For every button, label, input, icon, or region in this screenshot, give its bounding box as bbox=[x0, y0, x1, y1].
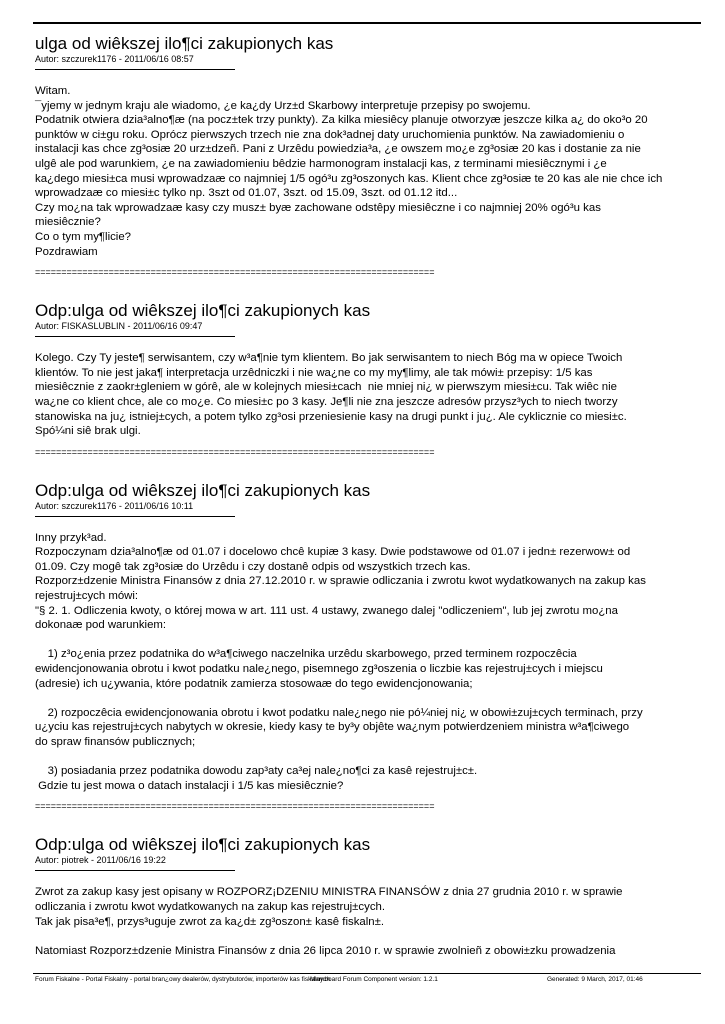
footer-generated-date: Generated: 9 March, 2017, 01:46 bbox=[547, 976, 643, 983]
post-title: Odp:ulga od wiêkszej ilo¶ci zakupionych kas bbox=[35, 835, 371, 855]
post-author: Autor: szczurek1176 - 2011/06/16 10:11 bbox=[35, 500, 194, 511]
author-divider bbox=[35, 336, 235, 337]
post-title: Odp:ulga od wiêkszej ilo¶ci zakupionych kas bbox=[35, 301, 371, 321]
footer-rule bbox=[33, 973, 701, 974]
footer-component-version: Mamboard Forum Component version: 1.2.1 bbox=[310, 976, 438, 983]
forum-post bbox=[35, 34, 705, 277]
post-title: ulga od wiêkszej ilo¶ci zakupionych kas bbox=[35, 34, 334, 53]
post-separator: ============================================================================ bbox=[35, 801, 435, 812]
post-body: Witam. ¯yjemy w jednym kraju ale wiadomo, ¿e ka¿dy Urz±d Skarbowy interpretuje przepisy po swojemu. Podatnik otwiera dzia³alno¶æ (na pocz±tek trzy punkty). Za kilka miesiêcy planuje otworzyæ jeszcze kilka a¿ do oko³o 20 punktów w ci±gu roku. Oprócz pierwszych trzech nie zna dok³adnej daty uruchomienia punktów. Na zawiadomieniu o instalacji kas chce zg³osiæ 20 urz±dzeñ. Pani z Urzêdu powiedzia³a, ¿e owszem mo¿e zg³osiæ 20 kas i dostanie za nie ulgê ale pod warunkiem, ¿e na zawiadomieniu bêdzie harmonogram instalacji kas, z terminami miesiêcznymi i ¿e ka¿dego miesi±ca musi wprowadzaæ co najmniej 1/5 ogó³u zg³oszonych kas. Klient chce zg³osiæ te 20 kas ale nie chce ich wprowadzaæ co miesi±c tylko np. 3szt od 01.07, 3szt. od 15.09, 3szt. od 01.12 itd... Czy mo¿na tak wprowadzaæ kasy czy musz± byæ zachowane odstêpy miesiêczne i co najmniej 20% ogó³u kas miesiêcznie? Co o tym my¶licie? Pozdrawiam bbox=[35, 85, 663, 258]
post-body: Kolego. Czy Ty jeste¶ serwisantem, czy w³a¶nie tym klientem. Bo jak serwisantem to niech Bóg ma w opiece Twoich klientów. To nie jest jaka¶ interpretacja urzêdniczki i nie wa¿ne co my my¶limy, ale tak mówi± przepisy: 1/5 kas miesiêcznie z zaokr±gleniem w górê, ale w kolejnych miesi±cach nie mniej ni¿ w pierwszym miesi±cu. Tak wiêc nie wa¿ne co klient chce, ale co mo¿e. Co miesi±c po 3 kasy. Je¶li nie zna jeszcze adresów przysz³ych to niech tworzy stanowiska na ju¿ istniej±cych, a potem tylko zg³osi przeniesienie kasy na drugi punkt i ju¿. Ale cyklicznie co miesi±c. Spó¼ni siê brak ulgi. bbox=[35, 352, 627, 438]
post-title: Odp:ulga od wiêkszej ilo¶ci zakupionych kas bbox=[35, 480, 371, 500]
post-separator: ============================================================================ bbox=[35, 267, 435, 278]
forum-post bbox=[35, 835, 705, 958]
post-author: Autor: FISKASLUBLIN - 2011/06/16 09:47 bbox=[35, 321, 203, 332]
forum-post bbox=[35, 481, 705, 812]
author-divider bbox=[35, 516, 235, 517]
author-divider bbox=[35, 870, 235, 871]
author-divider bbox=[35, 69, 235, 70]
forum-post bbox=[35, 301, 705, 457]
forum-thread bbox=[35, 34, 705, 982]
top-rule bbox=[33, 22, 701, 24]
post-body: Inny przyk³ad. Rozpoczynam dzia³alno¶æ od 01.07 i docelowo chcê kupiæ 3 kasy. Dwie podstawowe od 01.07 i jedn± rezerwow± od 01.09. Czy mogê tak zg³osiæ do Urzêdu i czy dostanê odpis od wszystkich trzech kas. Rozporz±dzenie Ministra Finansów z dnia 27.12.2010 r. w sprawie odliczania i zwrotu kwot wydatkowanych na zakup kas rejestruj±cych mówi: "§ 2. 1. Odliczenia kwoty, o której mowa w art. 111 ust. 4 ustawy, zwanego dalej "odliczeniem", lub jej zwrotu mo¿na dokonaæ pod warunkiem: 1) z³o¿enia przez podatnika do w³a¶ciwego naczelnika urzêdu skarbowego, przed terminem rozpoczêcia ewidencjonowania obrotu i kwot podatku nale¿nego, pisemnego zg³oszenia o liczbie kas rejestruj±cych i miejscu (adresie) ich u¿ywania, które podatnik zamierza stosowaæ do tego ewidencjonowania; 2) rozpoczêcia ewidencjonowania obrotu i kwot podatku nale¿nego nie pó¼niej ni¿ w obowi±zuj±cych terminach, przy u¿yciu kas rejestruj±cych nabytych w okresie, kiedy kasy te by³y objête wa¿nym potwierdzeniem ministra w³a¶ciwego do spraw finansów publicznych; 3) posiadania przez podatnika dowodu zap³aty ca³ej nale¿no¶ci za kasê rejestruj±c±. Gdzie tu jest mowa o datach instalacji i 1/5 kas miesiêcznie? bbox=[35, 531, 646, 792]
post-author: Autor: piotrek - 2011/06/16 19:22 bbox=[35, 855, 166, 866]
footer-site-name: Forum Fiskalne - Portal Fiskalny - portal bran¿owy dealerów, dystrybutorów, importerów kas fiskalnych bbox=[35, 976, 331, 983]
post-author: Autor: szczurek1176 - 2011/06/16 08:57 bbox=[35, 54, 194, 64]
post-body: Zwrot za zakup kasy jest opisany w ROZPORZ¡DZENIU MINISTRA FINANSÓW z dnia 27 grudnia 2010 r. w sprawie odliczania i zwrotu kwot wydatkowanych na zakup kas rejestruj±cych. Tak jak pisa³e¶, przys³uguje zwrot za ka¿d± zg³oszon± kasê fiskaln±. Natomiast Rozporz±dzenie Ministra Finansów z dnia 26 lipca 2010 r. w sprawie zwolnieñ z obowi±zku prowadzenia bbox=[35, 886, 623, 957]
post-separator: ============================================================================ bbox=[35, 446, 435, 457]
